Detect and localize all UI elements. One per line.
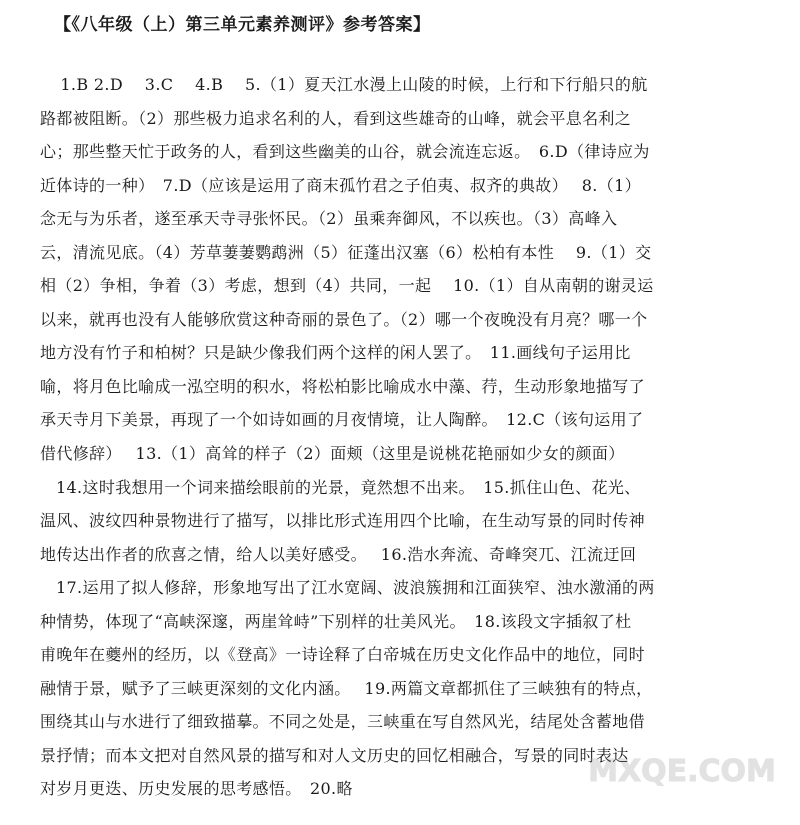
answer-line: 地传达出作者的欣喜之情，给人以美好感受。 16.浩水奔流、奇峰突兀、江流迂回 bbox=[40, 544, 637, 564]
answer-line: 路都被阻断。（2）那些极力追求名利的人，看到这些雄奇的山峰，就会平息名利之 bbox=[40, 108, 632, 128]
answer-line: 地方没有竹子和柏树？只是缺少像我们两个这样的闲人罢了。 11.画线句子运用比 bbox=[40, 343, 631, 363]
watermark-text: MXQE.COM bbox=[588, 754, 776, 789]
answer-line: 种情势，体现了“高峡深邃，两崖耸峙”下别样的壮美风光。 18.该段文字插叙了杜 bbox=[40, 611, 632, 631]
document-title: 【《八年级（上）第三单元素养测评》参考答案】 bbox=[54, 15, 431, 35]
answer-line: 近体诗的一种） 7.D（应该是运用了商末孤竹君之子伯夷、叔齐的典故） 8.（1） bbox=[40, 175, 641, 195]
answer-line: 17.运用了拟人修辞，形象地写出了江水宽阔、波浪簇拥和江面狭窄、浊水激涌的两 bbox=[56, 578, 655, 598]
answer-line: 14.这时我想用一个词来描绘眼前的光景，竟然想不出来。 15.抓住山色、花光、 bbox=[56, 477, 641, 497]
answer-line: 喻，将月色比喻成一泓空明的积水，将松柏影比喻成水中藻、荇，生动形象地描写了 bbox=[40, 376, 645, 396]
answer-line: 1.B 2.D 3.C 4.B 5.（1）夏天江水漫上山陵的时候，上行和下行船只的航 bbox=[44, 75, 648, 94]
answer-line: 甫晚年在夔州的经历，以《登高》一诗诠释了白帝城在历史文化作品中的地位，同时 bbox=[40, 645, 645, 665]
answer-body bbox=[40, 68, 785, 806]
answer-line: 借代修辞） 13.（1）高耸的样子（2）面颊（这里是说桃花艳丽如少女的颜面） bbox=[40, 444, 625, 464]
answer-line: 融情于景，赋予了三峡更深刻的文化内涵。 19.两篇文章都抓住了三峡独有的特点， bbox=[40, 678, 653, 698]
answer-line: 景抒情；而本文把对自然风景的描写和对人文历史的回忆相融合，写景的同时表达 bbox=[40, 745, 629, 765]
answer-line: 云，清流见底。（4）芳草萋萋鹦鹉洲（5）征蓬出汉塞（6）松柏有本性 9.（1）交 bbox=[40, 242, 652, 262]
answer-line: 相（2）争相，争着（3）考虑，想到（4）共同，一起 10.（1）自从南朝的谢灵运 bbox=[40, 276, 654, 296]
answer-line: 心；那些整天忙于政务的人，看到这些幽美的山谷，就会流连忘返。 6.D（律诗应为 bbox=[40, 142, 650, 162]
answer-line: 承天寺月下美景，再现了一个如诗如画的月夜情境，让人陶醉。 12.C（该句运用了 bbox=[40, 410, 644, 430]
answer-line: 对岁月更迭、历史发展的思考感悟。 20.略 bbox=[40, 779, 353, 799]
answer-line: 温风、波纹四种景物进行了描写，以排比形式连用四个比喻，在生动写景的同时传神 bbox=[40, 511, 645, 531]
answer-line: 念无与为乐者，遂至承天寺寻张怀民。（2）虽乘奔御风，不以疾也。（3）高峰入 bbox=[40, 209, 618, 229]
answer-line: 围绕其山与水进行了细致描摹。不同之处是，三峡重在写自然风光，结尾处含蓄地借 bbox=[40, 712, 645, 732]
answer-line: 以来，就再也没有人能够欣赏这种奇丽的景色了。（2）哪一个夜晚没有月亮？哪一个 bbox=[40, 309, 648, 329]
